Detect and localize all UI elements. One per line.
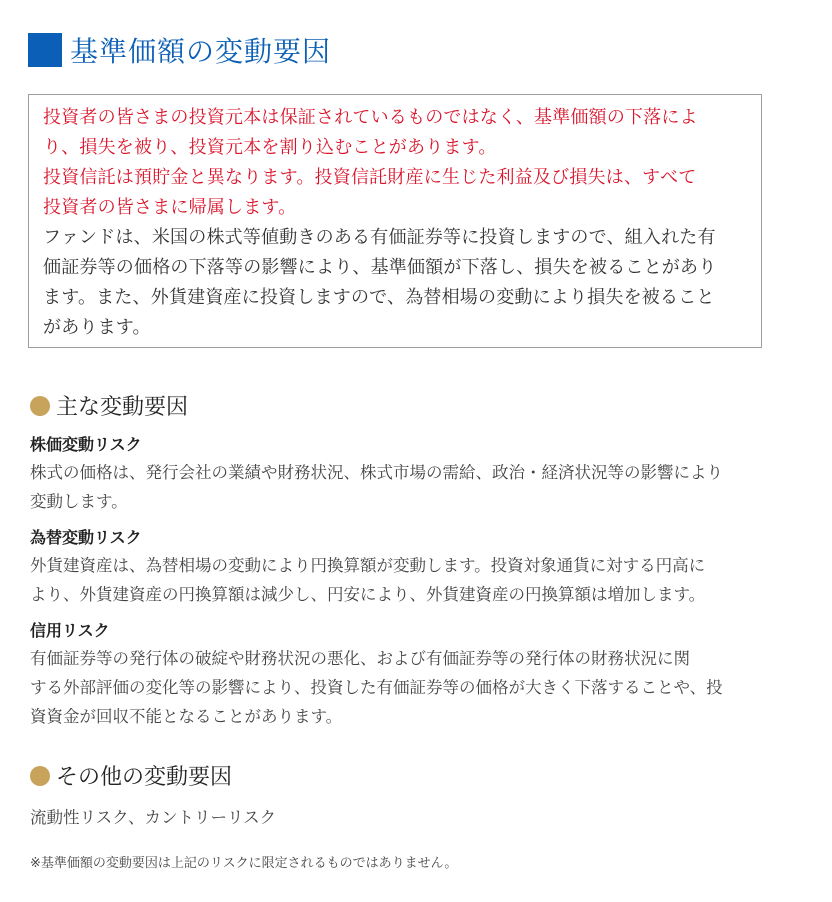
risk-body-line: 有価証券等の発行体の破綻や財務状況の悪化、および有価証券等の発行体の財務状況に関 — [30, 649, 690, 668]
other-factors-heading-text: その他の変動要因 — [56, 765, 233, 790]
notice-dark-line: ます。また、外貨建資産に投資しますので、為替相場の変動により損失を被ること — [43, 287, 715, 308]
notice-box — [28, 94, 762, 348]
page-title-text: 基準価額の変動要因 — [70, 35, 332, 68]
footnote: ※基準価額の変動要因は上記のリスクに限定されるものではありません。 — [30, 856, 458, 871]
notice-red-line: り、損失を被り、投資元本を割り込むことがあります。 — [43, 137, 497, 158]
risk-body-line: 外貨建資産は、為替相場の変動により円換算額が変動します。投資対象通貨に対する円高に — [30, 556, 706, 575]
notice-red-line: 投資者の皆さまの投資元本は保証されているものではなく、基準価額の下落によ — [43, 107, 698, 128]
risk-body-line: 変動します。 — [30, 492, 128, 511]
risk-item-credit — [30, 620, 770, 731]
notice-dark-line: 価証券等の価格の下落等の影響により、基準価額が下落し、損失を被ることがあり — [43, 257, 717, 278]
other-factors-heading — [30, 760, 232, 791]
risk-body-line: 資資金が回収不能となることがあります。 — [30, 707, 343, 726]
main-factors-heading — [30, 390, 188, 421]
risk-body-line: 株式の価格は、発行会社の業績や財務状況、株式市場の需給、政治・経済状況等の影響により — [30, 463, 723, 482]
bullet-circle-icon — [30, 396, 50, 416]
risk-body-line: する外部評価の変化等の影響により、投資した有価証券等の価格が大きく下落することや、投 — [30, 678, 723, 697]
bullet-circle-icon — [30, 766, 50, 786]
notice-dark-line: ファンドは、米国の株式等値動きのある有価証券等に投資しますので、組入れた有 — [43, 227, 716, 248]
notice-dark-line: があります。 — [43, 317, 151, 338]
notice-red-line: 投資信託は預貯金と異なります。投資信託財産に生じた利益及び損失は、すべて — [43, 167, 697, 188]
risk-title: 信用リスク — [30, 621, 110, 640]
risk-title: 為替変動リスク — [30, 528, 142, 547]
risk-title: 株価変動リスク — [30, 435, 142, 454]
risk-body-line: より、外貨建資産の円換算額は減少し、円安により、外貨建資産の円換算額は増加します。 — [30, 585, 706, 604]
risk-item-fx — [30, 527, 770, 609]
main-factors-heading-text: 主な変動要因 — [56, 395, 189, 420]
notice-red-line: 投資者の皆さまに帰属します。 — [43, 197, 297, 218]
risk-item-stock — [30, 434, 770, 516]
page-title — [28, 30, 331, 70]
title-square-marker — [28, 33, 62, 67]
other-factors-text: 流動性リスク、カントリーリスク — [30, 808, 277, 827]
